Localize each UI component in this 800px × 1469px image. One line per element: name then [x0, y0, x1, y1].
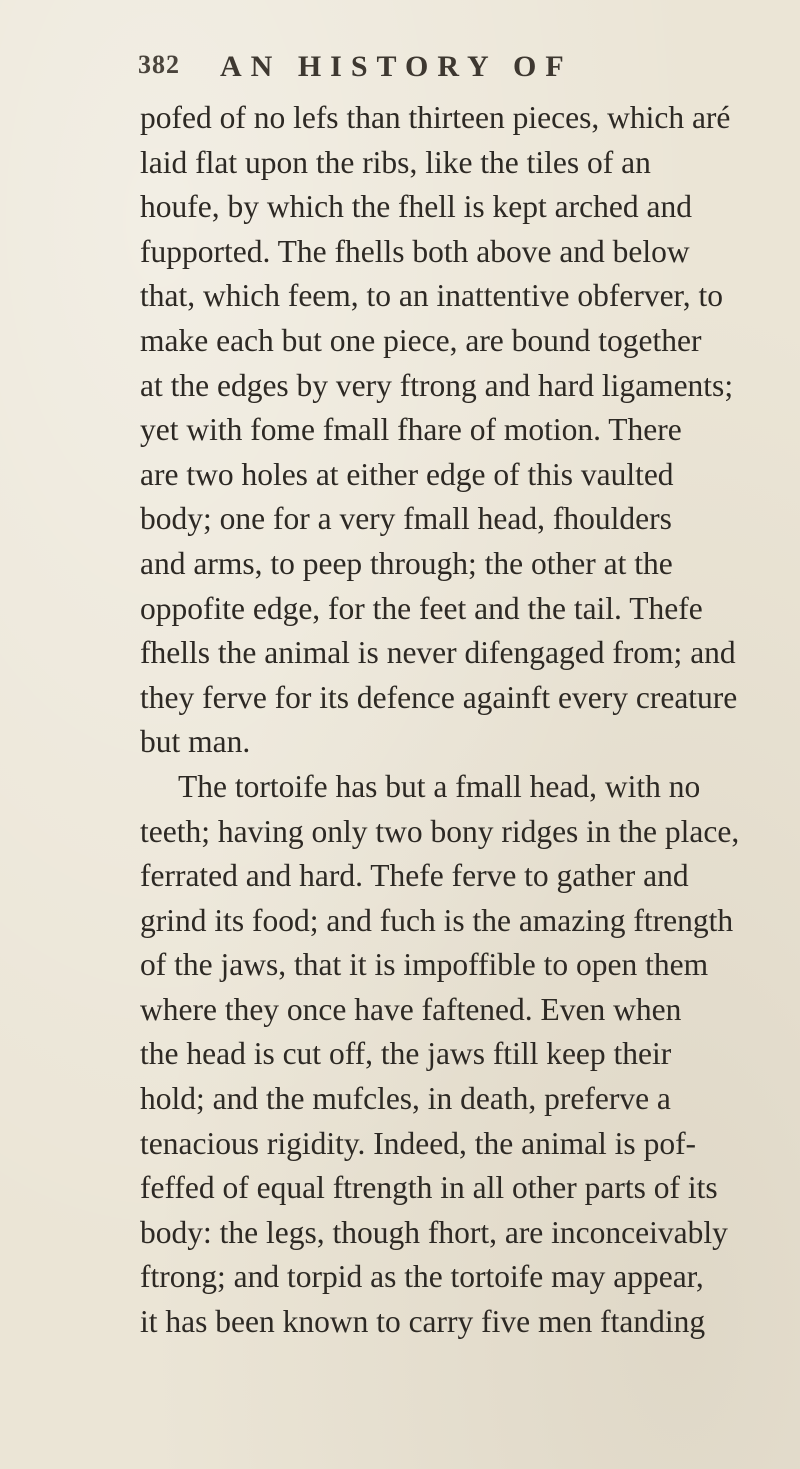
- text-line: oppofite edge, for the feet and the tail. Thefe: [140, 590, 703, 626]
- text-line: and arms, to peep through; the other at the: [140, 545, 673, 581]
- running-head: AN HISTORY OF: [220, 50, 573, 83]
- text-line: it has been known to carry five men ftanding: [140, 1304, 706, 1340]
- text-line: houfe, by which the fhell is kept arched and: [140, 189, 692, 225]
- text-line: fhells the animal is never difengaged from; and: [140, 635, 736, 671]
- text-line: make each but one piece, are bound together: [140, 322, 702, 358]
- text-line: hold; and the mufcles, in death, preferve a: [140, 1081, 671, 1117]
- text-line: of the jaws, that it is impoffible to open them: [140, 947, 709, 983]
- text-line: at the edges by very ftrong and hard ligaments;: [140, 367, 734, 403]
- text-line: the head is cut off, the jaws ftill keep their: [140, 1036, 672, 1072]
- text-line: where they once have faftened. Even when: [140, 991, 682, 1027]
- text-line: teeth; having only two bony ridges in the place,: [140, 813, 740, 849]
- text-line: but man.: [140, 724, 251, 760]
- paragraph-start-line: The tortoife has but a fmall head, with no: [178, 768, 701, 804]
- page-header: [138, 50, 778, 90]
- text-line: ftrong; and torpid as the tortoife may appear,: [140, 1259, 704, 1295]
- body-text: [140, 96, 800, 1345]
- text-line: grind its food; and fuch is the amazing ftrength: [140, 902, 734, 938]
- text-line: yet with fome fmall fhare of motion. There: [140, 412, 682, 448]
- text-line: laid flat upon the ribs, like the tiles of an: [140, 144, 651, 180]
- text-line: body; one for a very fmall head, fhoulders: [140, 501, 672, 537]
- text-line: that, which feem, to an inattentive obferver, to: [140, 278, 724, 314]
- text-line: body: the legs, though fhort, are inconceivably: [140, 1214, 728, 1250]
- text-line: they ferve for its defence againft every creature: [140, 679, 738, 715]
- text-line: are two holes at either edge of this vaulted: [140, 456, 674, 492]
- text-line: feffed of equal ftrength in all other parts of its: [140, 1170, 718, 1206]
- text-line: ferrated and hard. Thefe ferve to gather and: [140, 858, 689, 894]
- text-line: fupported. The fhells both above and below: [140, 233, 690, 269]
- page-number: 382: [138, 50, 180, 79]
- text-line: tenacious rigidity. Indeed, the animal is pof-: [140, 1125, 697, 1161]
- text-line: pofed of no lefs than thirteen pieces, which aré: [140, 100, 731, 135]
